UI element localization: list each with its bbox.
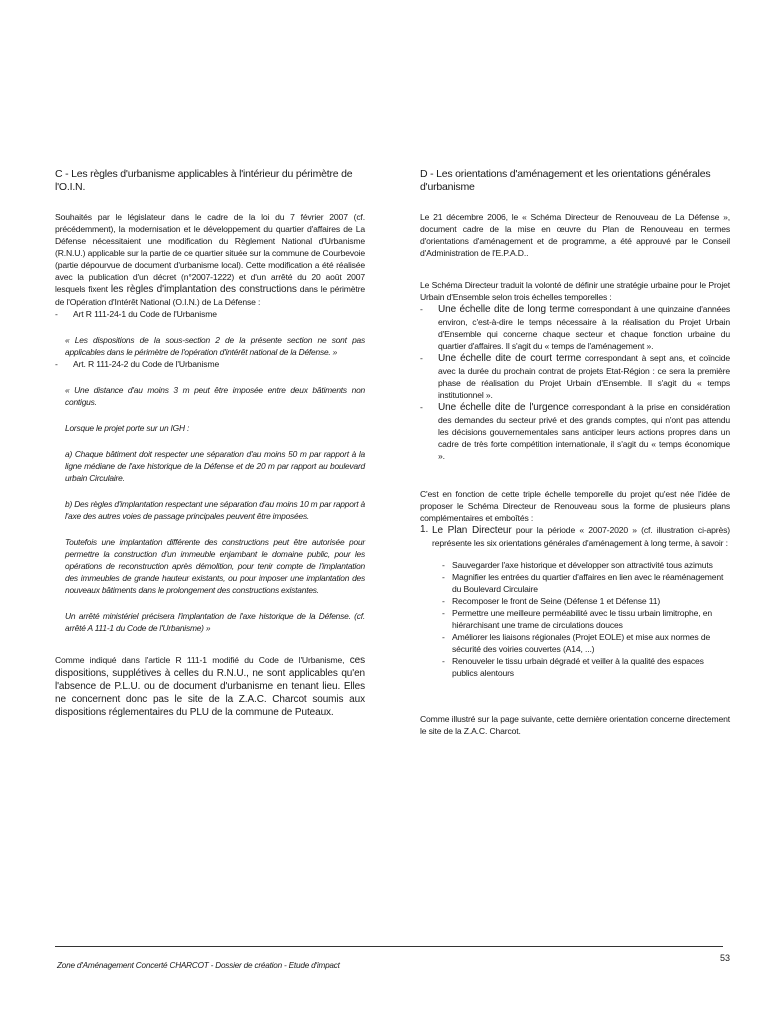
scale-urgency-text: correspondant à la prise en considération des demandes du secteur privé et des grands comptes, qui n'ont pas attendu les décisions gouvernementales sans anticiper leurs actions propres dans un cadre de très forte compétition internationale, il s'agit du « temps économique ». — [438, 402, 730, 461]
orientation-text: Renouveler le tissu urbain dégradé et veiller à la qualité des espaces publics alentours — [452, 656, 704, 678]
article-2-quote-decree: Un arrêté ministériel précisera l'implantation de l'axe historique de la Défense. (cf. arrêté A 111-1 du Code de l'Urbanisme) » — [65, 611, 365, 633]
right-column — [420, 168, 730, 737]
bullet-mark: - — [55, 359, 58, 369]
scale-short-term-text: correspondant à sept ans, et coïncide avec la durée du prochain contrat de projets Etat-Région : ce sera la première phase de réalisation du Projet Urbain d'Ensemble. Il s'agit du « temps institutionnel ». — [438, 353, 730, 400]
article-2-quote-b: b) Des règles d'implantation respectant une séparation d'au moins 10 m par rapport à l'axe des autres voies de passage principales peuvent être imposées. — [65, 499, 365, 521]
dash-mark: - — [442, 596, 445, 606]
scale-urgency-item — [420, 401, 730, 462]
orientation-text: Améliorer les liaisons régionales (Projet EOLE) et mise aux normes de sécurité des voiries couvertes (A14, ...) — [452, 632, 711, 654]
schema-directeur-paragraph: Le 21 décembre 2006, le « Schéma Directeur de Renouveau de La Défense », document cadre de la mise en œuvre du Plan de Renouveau en termes d'orientations d'aménagement et de programme, a été approuvé par le Conseil d'Administration de l'E.P.A.D.. — [420, 212, 730, 258]
plan-directeur-text: pour la période « 2007-2020 » (cf. illustration ci-après) représente les six orientations générales d'aménagement à long terme, à savoir : — [432, 525, 730, 548]
article-2-quote-line-1: « Une distance d'au moins 3 m peut être imposée entre deux bâtiments non contigus. — [65, 385, 365, 407]
orientations-list — [420, 559, 730, 679]
bullet-mark: - — [420, 402, 423, 412]
article-1-title: Art R 111-24-1 du Code de l'Urbanisme — [73, 309, 217, 319]
scale-long-term-label: Une échelle dite de long terme — [438, 304, 575, 315]
intro-paragraph — [55, 211, 365, 308]
scale-short-term-label: Une échelle dite de court terme — [438, 353, 582, 364]
intro-text-c: dans le périmètre de l'Opération d'Intérêt National (O.I.N.) de La Défense : — [55, 284, 365, 307]
orientation-item — [442, 607, 730, 631]
footer-divider — [55, 946, 723, 947]
bullet-mark: - — [55, 309, 58, 319]
closing-text-b: ces dispositions, supplétives à celles du R.N.U., ne sont applicables qu'en l'absence de P.L.U. ou de document d'urbanisme en tenant lieu. Elles ne concernent donc pas le site de la Z.A.C. Charcot soumis aux dispositions réglementaires du PLU de la commune de Puteaux. — [55, 655, 365, 718]
orientation-item — [442, 559, 730, 571]
item-number: 1. — [420, 524, 429, 535]
orientation-text: Magnifier les entrées du quartier d'affaires en lien avec le réaménagement du Boulevard Circulaire — [452, 572, 724, 594]
article-2-quote-exceptions: Toutefois une implantation différente des constructions peut être autorisée pour permettre la construction d'un immeuble enjambant le domaine public, pour les opérations de reconstruction après démolition, pour tenir compte de l'implantation des immeubles de grande hauteur existants, ou pour imposer une implantation des nouveaux bâtiments dans le prolongement des constructions existantes. — [65, 537, 365, 595]
intro-text-a: Souhaités par le législateur dans le cadre de la loi du 7 février 2007 (cf. précédemment), la modernisation et le développement du quartier d'affaires de La Défense nécessitaient une modification du Règlement National d'Urbanisme (R.N.U.) applicable sur la partie de ce quartier située sur la commune de Courbevoie (partie dépourvue de document d'urbanisme local). Cette modification a été réalisée avec la publication d'un décret (n°2007-1222) et d'un arrêté du 20 août 2007 lesquels fixent — [55, 212, 365, 294]
orientation-item — [442, 571, 730, 595]
dash-mark: - — [442, 656, 445, 666]
article-1-quote: « Les dispositions de la sous-section 2 de la présente section ne sont pas applicables dans le périmètre de l'opération d'intérêt national de la Défense. » — [65, 335, 365, 357]
article-1-item — [55, 308, 365, 320]
orientation-item — [442, 595, 730, 607]
orientation-text: Sauvegarder l'axe historique et développer son attractivité tous azimuts — [452, 560, 713, 570]
orientation-text: Recomposer le front de Seine (Défense 1 et Défense 11) — [452, 596, 661, 606]
plan-directeur-item — [420, 524, 730, 549]
plan-directeur-label: Le Plan Directeur — [432, 525, 512, 536]
scale-long-term-text: correspondant à une quinzaine d'années environ, c'est-à-dire le temps nécessaire à la réalisation du Projet Urbain d'Ensemble qui concerne chaque secteur et chaque fonction urbaine du quartier d'affaires. Il s'agit du « temps de l'aménagement ». — [438, 304, 730, 351]
orientation-item — [442, 631, 730, 655]
orientation-item — [442, 655, 730, 679]
closing-text-a: Comme indiqué dans l'article R 111-1 modifié du Code de l'Urbanisme, — [55, 655, 345, 665]
triple-scale-paragraph: C'est en fonction de cette triple échelle temporelle du projet qu'est née l'idée de proposer le Schéma Directeur de Renouveau sous la forme de plusieurs plans complémentaires et emboîtés : — [420, 489, 730, 523]
section-d-heading: D - Les orientations d'aménagement et les orientations générales d'urbanisme — [420, 168, 711, 193]
bullet-mark: - — [420, 353, 423, 363]
strategy-paragraph: Le Schéma Directeur traduit la volonté de définir une stratégie urbaine pour le Projet Urbain d'Ensemble selon trois échelles temporelles : — [420, 280, 730, 302]
dash-mark: - — [442, 560, 445, 570]
scale-long-term-item — [420, 303, 730, 352]
section-c-heading: C - Les règles d'urbanisme applicables à l'intérieur du périmètre de l'O.I.N. — [55, 168, 353, 193]
left-column — [55, 168, 365, 719]
bullet-mark: - — [420, 304, 423, 314]
footer-title: Zone d'Aménagement Concerté CHARCOT - Dossier de création - Etude d'impact — [57, 961, 340, 970]
article-2-item — [55, 358, 365, 370]
scale-urgency-label: Une échelle dite de l'urgence — [438, 402, 569, 413]
scale-short-term-item — [420, 352, 730, 401]
dash-mark: - — [442, 632, 445, 642]
page-number: 53 — [720, 953, 731, 963]
dash-mark: - — [442, 572, 445, 582]
dash-mark: - — [442, 608, 445, 618]
article-2-title: Art. R 111-24-2 du Code de l'Urbanisme — [73, 359, 220, 369]
orientation-text: Permettre une meilleure perméabilité avec le tissu urbain limitrophe, en hiérarchisant une trame de circulations douces — [452, 608, 713, 630]
intro-emphasis: les règles d'implantation des constructions — [110, 284, 297, 295]
closing-paragraph — [55, 654, 365, 719]
closing-orientation-paragraph: Comme illustré sur la page suivante, cette dernière orientation concerne directement le site de la Z.A.C. Charcot. — [420, 714, 730, 736]
article-2-quote-line-2: Lorsque le projet porte sur un IGH : — [65, 423, 190, 433]
article-2-quote-a: a) Chaque bâtiment doit respecter une séparation d'au moins 50 m par rapport à la ligne médiane de l'axe historique de la Défense et de 20 m par rapport au boulevard urbain Circulaire. — [65, 449, 365, 483]
